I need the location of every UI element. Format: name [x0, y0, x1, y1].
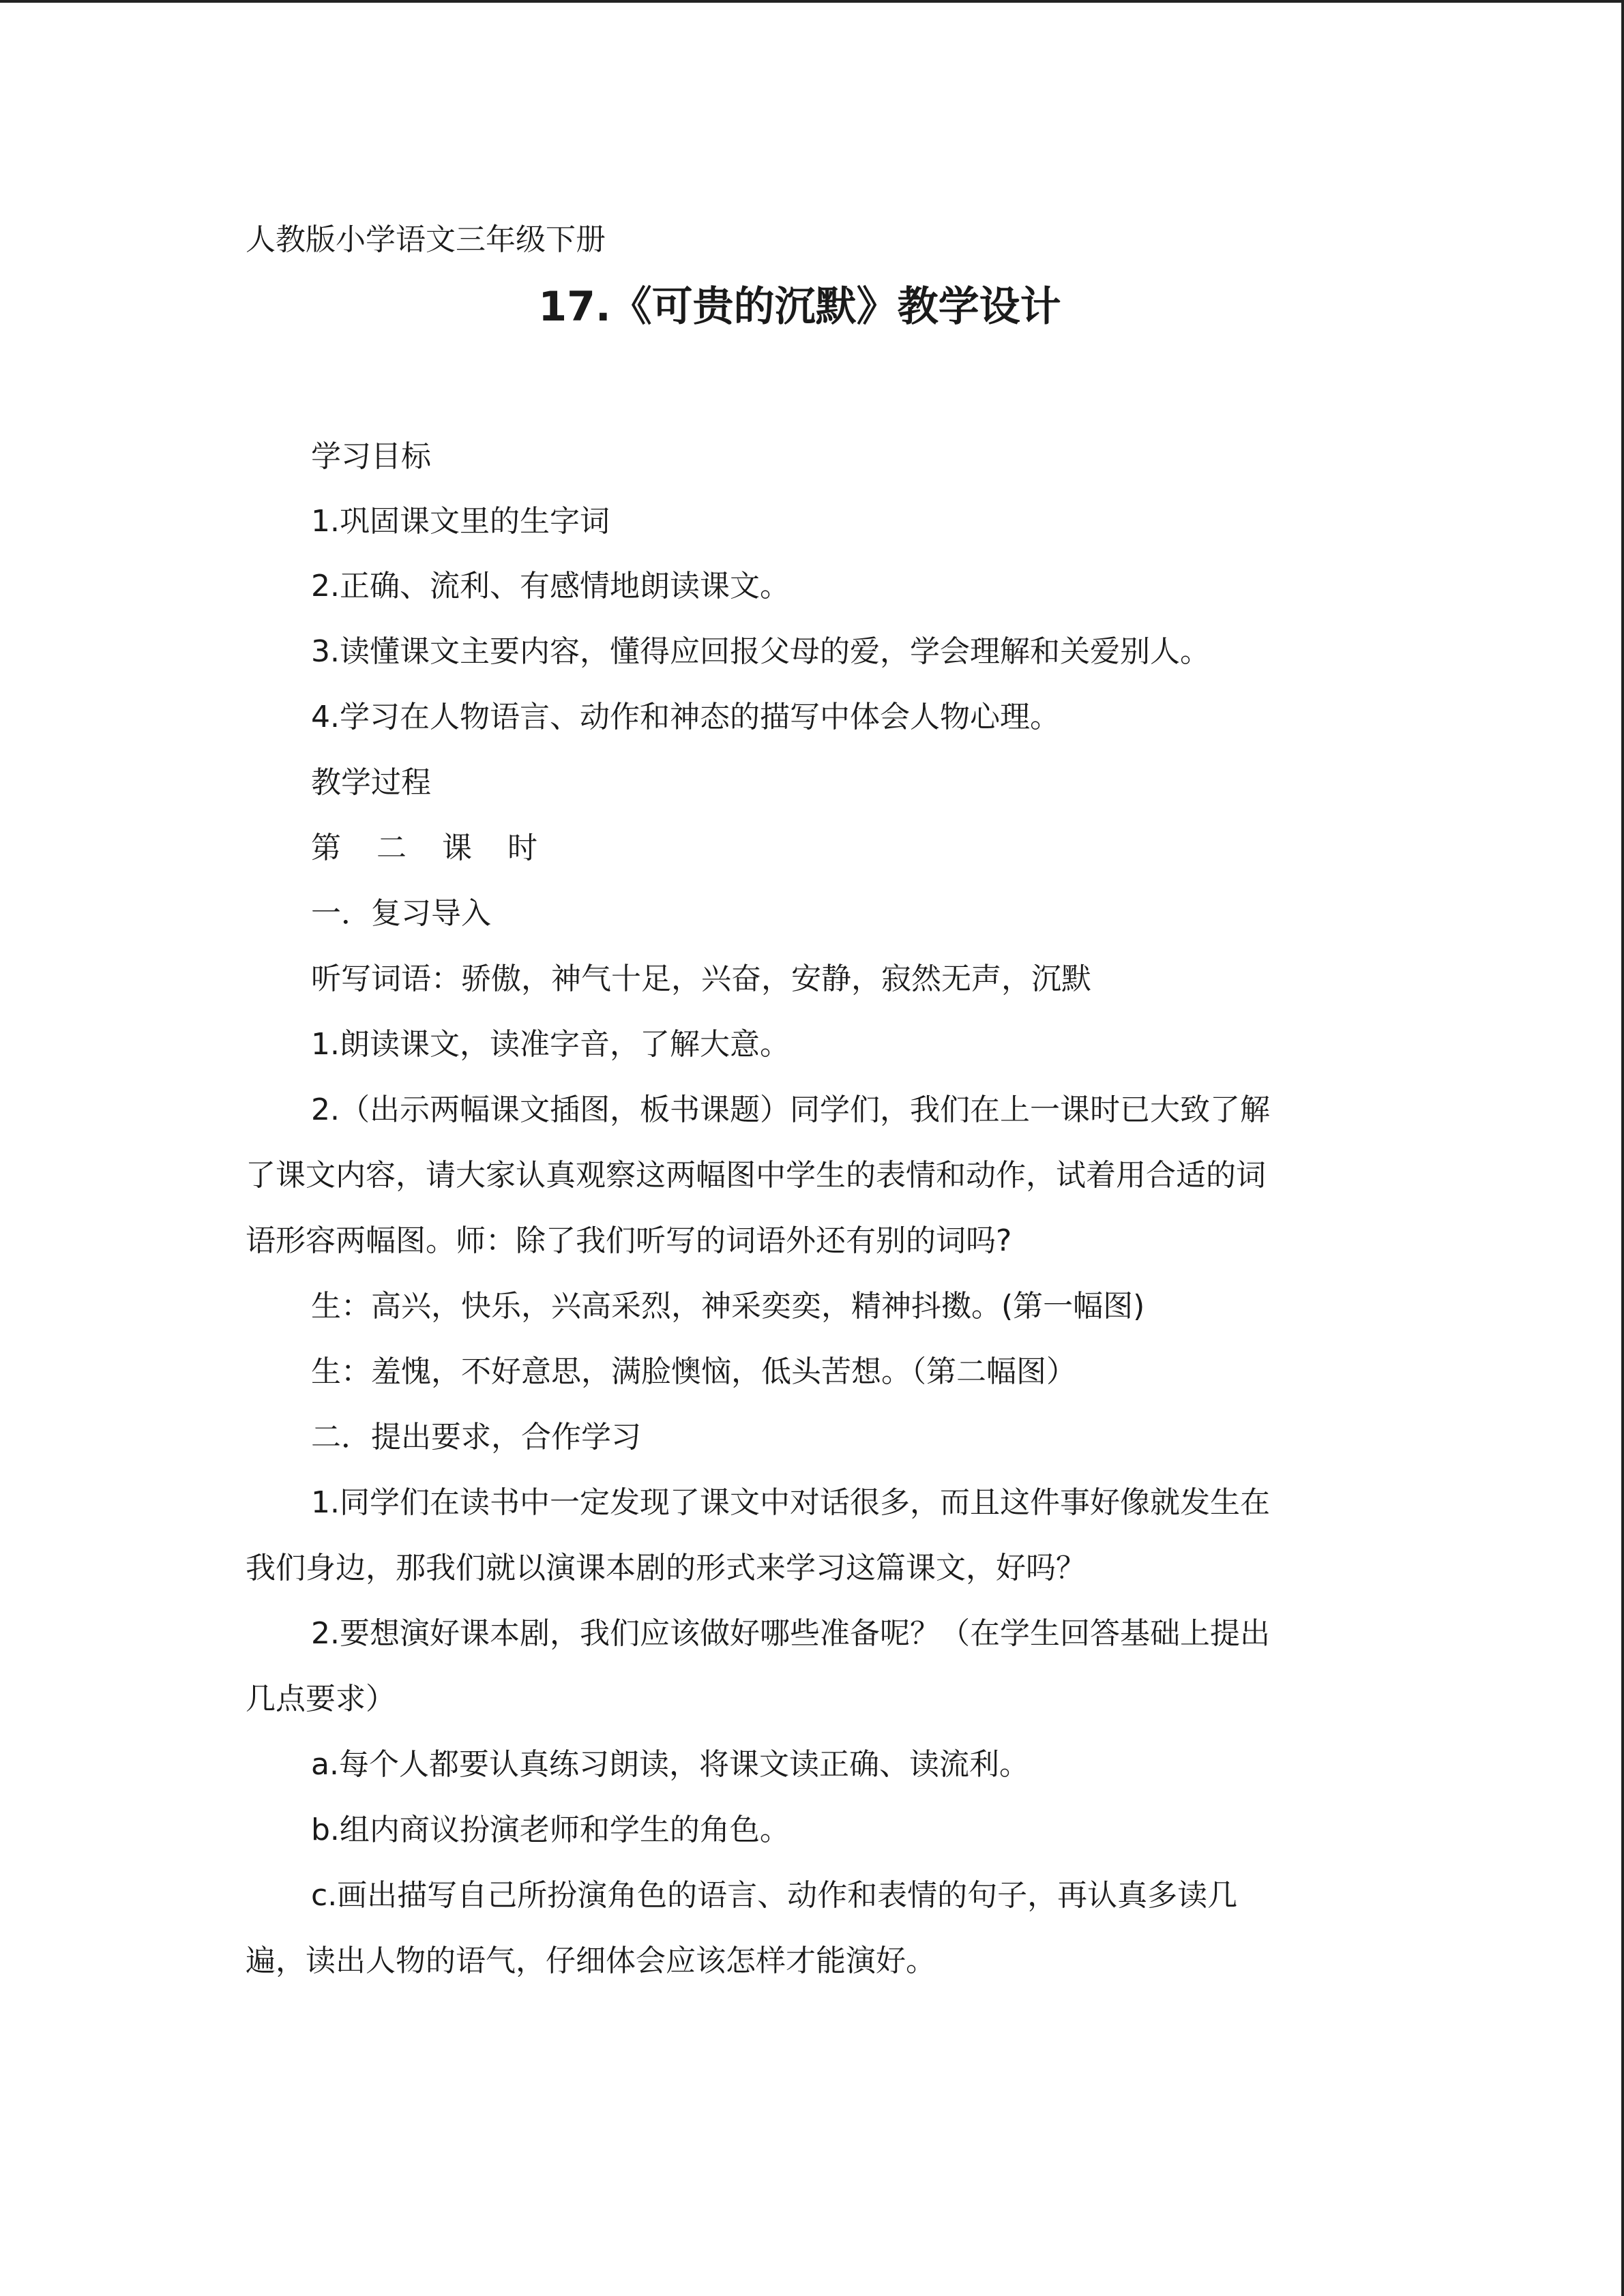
paragraph-2-line-1: 2.（出示两幅课文插图，板书课题）同学们，我们在上一课时已大致了解	[311, 1092, 1270, 1127]
objective-3: 3.读懂课文主要内容，懂得应回报父母的爱，学会理解和关爱别人。	[311, 634, 1210, 669]
process-heading: 教学过程	[311, 765, 431, 800]
objective-1: 1.巩固课文里的生字词	[311, 504, 610, 539]
question-1-line-2: 我们身边，那我们就以演课本剧的形式来学习这篇课文，好吗？	[246, 1551, 1086, 1585]
section-2-heading: 二．提出要求，合作学习	[311, 1420, 641, 1455]
requirement-c-line-2: 遍，读出人物的语气，仔细体会应该怎样才能演好。	[246, 1943, 936, 1978]
paragraph-1: 1.朗读课文，读准字音，了解大意。	[311, 1027, 790, 1062]
requirement-c-line-1: c.画出描写自己所扮演角色的语言、动作和表情的句子，再认真多读几	[311, 1878, 1238, 1913]
paragraph-2-line-3: 语形容两幅图。师：除了我们听写的词语外还有别的词吗?	[246, 1223, 1012, 1258]
lesson-label-char: 课	[442, 831, 472, 865]
paragraph-2-line-2: 了课文内容，请大家认真观察这两幅图中学生的表情和动作，试着用合适的词	[246, 1158, 1266, 1193]
student-answer-1: 生：高兴，快乐，兴高采烈，神采奕奕，精神抖擞。(第一幅图)	[311, 1289, 1145, 1324]
document-title: 17.《可贵的沉默》教学设计	[538, 283, 1061, 331]
question-2-line-2: 几点要求）	[246, 1682, 396, 1716]
requirement-b: b.组内商议扮演老师和学生的角色。	[311, 1813, 790, 1847]
objective-4: 4.学习在人物语言、动作和神态的描写中体会人物心理。	[311, 700, 1060, 734]
lesson-label-char: 第	[311, 831, 341, 865]
question-1-line-1: 1.同学们在读书中一定发现了课文中对话很多，而且这件事好像就发生在	[311, 1485, 1270, 1520]
page-border-top	[0, 0, 1624, 3]
section-1-heading: 一．复习导入	[311, 896, 491, 931]
textbook-subtitle: 人教版小学语文三年级下册	[246, 222, 606, 257]
question-2-line-1: 2.要想演好课本剧，我们应该做好哪些准备呢？（在学生回答基础上提出	[311, 1616, 1270, 1651]
page-border-right	[1621, 0, 1624, 2296]
objectives-heading: 学习目标	[311, 439, 431, 474]
dictation-words: 听写词语：骄傲，神气十足，兴奋，安静，寂然无声，沉默	[311, 961, 1091, 996]
objective-2: 2.正确、流利、有感情地朗读课文。	[311, 569, 790, 603]
lesson-label	[311, 828, 573, 869]
student-answer-2: 生：羞愧，不好意思，满脸懊恼，低头苦想。（第二幅图）	[311, 1354, 1076, 1389]
lesson-label-char: 二	[377, 831, 407, 865]
lesson-label-char: 时	[507, 831, 537, 865]
requirement-a: a.每个人都要认真练习朗读，将课文读正确、读流利。	[311, 1747, 1029, 1782]
